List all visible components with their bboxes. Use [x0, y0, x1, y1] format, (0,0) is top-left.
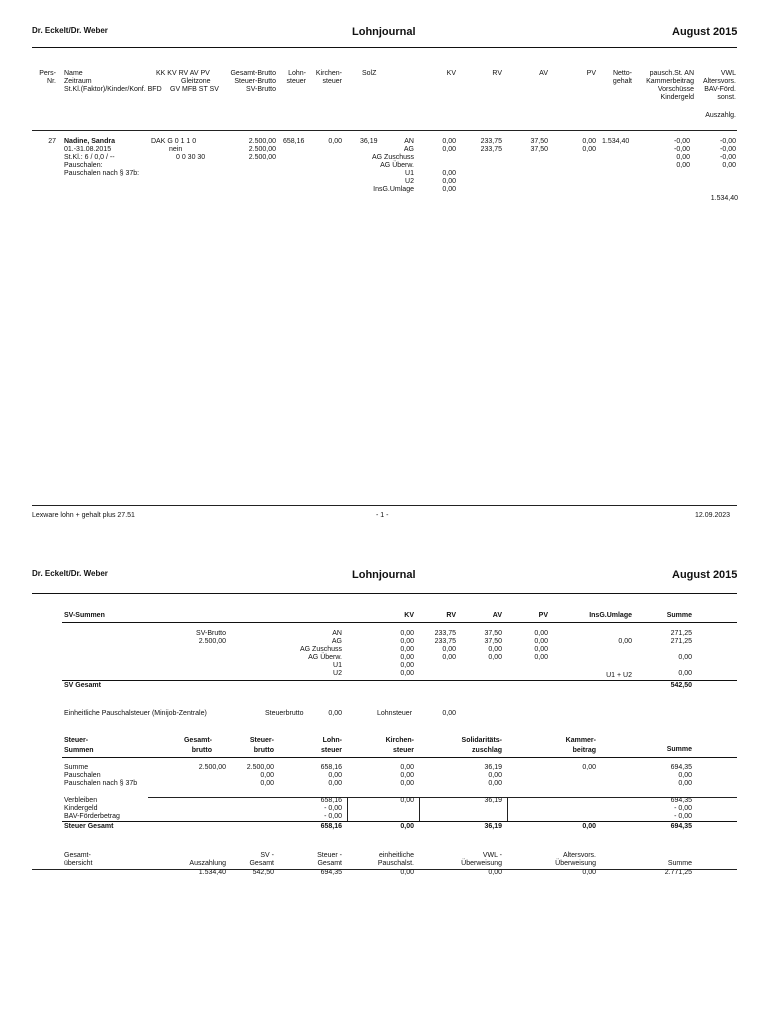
steuer-col-summe: Summe	[666, 746, 692, 753]
gesamt-vwl-value: 0,00	[488, 869, 502, 876]
gesamt-col-pauschalst: einheitliche Pauschalst.	[377, 852, 414, 867]
contribution-labels: AN AG AG Zuschuss AG Überw. U1 U2 InsG.Umlage	[371, 138, 414, 193]
gesamt-col-label: Gesamt- übersicht	[64, 852, 93, 867]
verbleiben-divider-3	[507, 797, 508, 821]
footer-rule	[32, 505, 737, 506]
sv-col-insg: InsG.Umlage	[589, 612, 632, 619]
period: August 2015	[672, 569, 738, 581]
sv-summen-heading: SV-Summen	[64, 612, 105, 619]
gesamt-summe-value: 2.771,25	[664, 869, 692, 876]
sv-row-labels: AN AG AG Zuschuss AG Überw. U1 U2	[299, 630, 342, 677]
col-auszahlung: Auszahlg.	[705, 112, 736, 119]
steuer-col-solidaritaet: Solidaritäts- zuschlag	[461, 737, 502, 754]
gesamt-sv-value: 542,50	[252, 869, 274, 876]
period: August 2015	[672, 26, 738, 38]
steuer-row-labels: Summe Pauschalen Pauschalen nach § 37b	[64, 764, 138, 787]
col-solz: SolZ	[362, 70, 377, 77]
sv-brutto: SV-Brutto 2.500,00	[196, 630, 226, 645]
sv-col-pv: PV	[538, 612, 548, 619]
steuer-kirchensteuer-values: 0,00 0,00 0,00	[400, 764, 414, 787]
verbleiben-lohnsteuer: 658,16 - 0,00 - 0,00	[320, 797, 342, 820]
employee-rv: 233,75 233,75	[480, 138, 502, 153]
employee-nr: 27	[48, 138, 56, 145]
sv-pv-values: 0,00 0,00 0,00 0,00	[534, 630, 548, 661]
employee-auszahlung: 1.534,40	[710, 195, 738, 202]
verbleiben-labels: Verbleiben Kindergeld BAV-Förderbetrag	[64, 797, 120, 820]
steuer-col-lohnsteuer: Lohn- steuer	[320, 737, 342, 754]
verbleiben-summe: 694,35 - 0,00 - 0,00	[670, 797, 692, 820]
sv-col-rv: RV	[446, 612, 456, 619]
employee-details: Nadine, Sandra 01.-31.08.2015 St.Kl.: 6 / 0,0 / -- Pauschalen: Pauschalen nach § 37b:	[64, 138, 140, 177]
sv-insg-ag: 0,00	[618, 638, 632, 645]
col-lohnsteuer: Lohn- steuer	[286, 70, 306, 85]
steuer-col-kammerbeitrag: Kammer- beitrag	[565, 737, 596, 754]
col-name: Name Zeitraum St.Kl.(Faktor)/Kinder/Konf. BFD	[64, 70, 162, 93]
sv-col-kv: KV	[404, 612, 414, 619]
steuer-summen-heading: Steuer- Summen	[64, 737, 94, 754]
header-rule	[32, 47, 737, 48]
sv-col-summe: Summe	[666, 612, 692, 619]
header-rule	[32, 593, 737, 594]
col-pausch: pausch.St. AN Kammerbeitrag Vorschüsse Kindergeld	[646, 70, 694, 101]
employee-kv: 0,00 0,00	[442, 138, 456, 153]
verbleiben-divider-2	[419, 797, 420, 821]
gesamt-col-sv: SV - Gesamt	[249, 852, 274, 867]
col-kk: KK KV RV AV PV Gleitzone GV MFB ST SV	[156, 70, 219, 93]
sv-av-values: 37,50 37,50 0,00 0,00	[484, 630, 502, 661]
steuer-gesamt-label: Steuer Gesamt	[64, 823, 114, 830]
employee-vwl: -0,00 -0,00 -0,00 0,00	[720, 138, 736, 169]
steuer-gesamtbrutto-values: 2.500,00	[198, 764, 226, 771]
steuer-col-steuerbrutto: Steuer- brutto	[249, 737, 274, 754]
column-header-rule	[32, 130, 737, 131]
steuer-soli-values: 36,19 0,00 0,00	[484, 764, 502, 787]
steuer-lohnsteuer-values: 658,16 0,00 0,00	[320, 764, 342, 787]
steuer-col-kirchensteuer: Kirchen- steuer	[385, 737, 414, 754]
footer-date: 12.09.2023	[695, 512, 731, 519]
footer-page-number: - 1 -	[376, 512, 389, 519]
col-rv: RV	[492, 70, 502, 77]
col-pers-nr: Pers- Nr.	[39, 70, 56, 85]
page-title: Lohnjournal	[352, 26, 416, 38]
sv-kv-values: 0,00 0,00 0,00 0,00 0,00 0,00	[400, 630, 414, 677]
col-netto: Netto- gehalt	[612, 70, 632, 85]
verbleiben-rule	[148, 797, 737, 798]
employee-netto: 1.534,40	[602, 138, 630, 145]
employee-pausch: -0,00 -0,00 0,00 0,00	[674, 138, 690, 169]
page-title: Lohnjournal	[352, 569, 416, 581]
verbleiben-kirchensteuer: 0,00	[400, 797, 414, 804]
gesamt-col-summe: Summe	[667, 860, 692, 867]
gesamt-steuer-value: 694,35	[320, 869, 342, 876]
steuer-summe-values: 694,35 0,00 0,00	[670, 764, 692, 787]
employee-name: Nadine, Sandra	[64, 138, 115, 145]
employee-umlagen: 0,00 0,00 0,00	[442, 170, 456, 193]
sv-gesamt-label: SV Gesamt	[64, 682, 101, 689]
sv-col-av: AV	[492, 612, 502, 619]
steuer-gesamt-kammer: 0,00	[582, 823, 596, 830]
col-av: AV	[539, 70, 548, 77]
gesamt-col-auszahlung: Auszahlung	[189, 860, 226, 867]
steuer-kammer-values: 0,00	[582, 764, 596, 771]
steuer-steuerbrutto-values: 2.500,00 0,00 0,00	[246, 764, 274, 787]
gesamt-pauschalst-value: 0,00	[400, 869, 414, 876]
steuer-gesamt-summe: 694,35	[670, 823, 692, 830]
steuer-total-rule	[62, 821, 737, 822]
steuer-gesamt-soli: 36,19	[484, 823, 502, 830]
employee-brutto: 2.500,00 2.500,00 2.500,00	[248, 138, 276, 161]
employee-solz: 36,19	[360, 138, 378, 145]
steuer-gesamt-kirchensteuer: 0,00	[400, 823, 414, 830]
gesamt-col-altersvors: Altersvors. Überweisung	[555, 852, 596, 867]
col-kv: KV	[446, 70, 456, 77]
employee-kirchensteuer: 0,00	[328, 138, 342, 145]
sv-gesamt-value: 542,50	[670, 682, 692, 689]
sv-summe-values: 271,25 271,25 0,00 0,00	[670, 630, 692, 677]
gesamt-altersvors-value: 0,00	[582, 869, 596, 876]
col-vwl: VWL Altersvors. BAV-Förd. sonst.	[702, 70, 736, 101]
sv-rv-values: 233,75 233,75 0,00 0,00	[434, 630, 456, 661]
gesamt-col-steuer: Steuer - Gesamt	[317, 852, 342, 867]
employee-pv: 0,00 0,00	[582, 138, 596, 153]
verbleiben-soli: 36,19	[484, 797, 502, 804]
verbleiben-divider-1	[347, 797, 348, 821]
col-kirchensteuer: Kirchen- steuer	[315, 70, 342, 85]
gesamt-auszahlung-value: 1.534,40	[198, 869, 226, 876]
footer-software: Lexware lohn + gehalt plus 27.51	[32, 512, 135, 519]
company-name: Dr. Eckelt/Dr. Weber	[32, 569, 108, 578]
sv-total-rule	[62, 680, 737, 681]
col-brutto: Gesamt-Brutto Steuer-Brutto SV-Brutto	[230, 70, 276, 93]
gesamt-col-vwl: VWL - Überweisung	[461, 852, 502, 867]
steuer-header-rule	[62, 757, 737, 758]
company-name: Dr. Eckelt/Dr. Weber	[32, 26, 108, 35]
col-pv: PV	[586, 70, 596, 77]
steuer-gesamt-lohnsteuer: 658,16	[320, 823, 342, 830]
employee-lohnsteuer: 658,16	[283, 138, 305, 145]
sv-u1-u2-label: U1 + U2	[606, 672, 632, 679]
steuer-col-gesamtbrutto: Gesamt- brutto	[183, 737, 212, 754]
employee-kk: DAK G 0 1 1 0 nein 0 0 30 30	[151, 138, 206, 161]
employee-av: 37,50 37,50	[530, 138, 548, 153]
sv-header-rule	[62, 622, 737, 623]
